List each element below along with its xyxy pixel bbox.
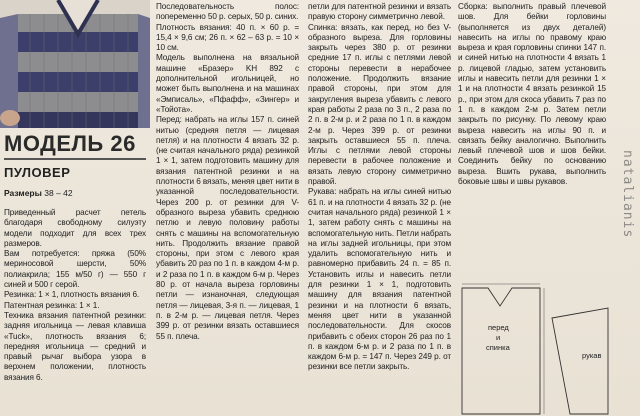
column-3 <box>308 2 451 373</box>
sleeve-outline <box>552 308 608 414</box>
column-2 <box>156 2 299 342</box>
sizes-label: Размеры <box>4 188 42 198</box>
paragraph: Плотность вязания: 40 п. × 60 р. = 15,4 × 9,6 см; 26 п. × 62 – 63 р. = 10 × 10 см. <box>156 22 299 53</box>
front-back-label-2: и <box>496 333 501 342</box>
title-divider <box>4 158 146 160</box>
paragraph: Сборка: выполнить правый плечевой шов. Для бейки горловины (выполняется из двух деталей) навесить на иглы по правому краю выреза и края горловины спинки 147 п. и синей нитью на плотности 4 вязать 1 р. лицевой гладью, затем установить иглы и навесить петли для резинки 1 × 1 и на плотности 4 вязать резинкой 15 р., при этом для скоса убавить 7 раз по 1 п. в каждом 2-м р. Затем петли закрыть по рисунку. По левому краю выреза навесить на иглы 90 п. и связать бейку аналогично. Выполнить левый плечевой шов и шов бейки. Соединить бейку по основанию выреза. Вшить рукава, выполнить боковые швы и швы рукавов. <box>458 2 606 187</box>
sweater-photo <box>0 0 150 128</box>
sleeve-label: рукав <box>582 351 602 360</box>
paragraph: Вам потребуется: пряжа (50% мериносовой шерсти, 50% полиакрила; 155 м/50 г) — 550 г синей и 500 г серой. <box>4 249 146 290</box>
column-1 <box>4 208 146 383</box>
pattern-schematic <box>458 272 618 416</box>
garment-type: ПУЛОВЕР <box>4 165 71 180</box>
paragraph: Последовательность полос: попеременно 50 р. серых, 50 р. синих. <box>156 2 299 22</box>
paragraph: Патентная резинка: 1 × 1. <box>4 300 100 310</box>
paragraph: Перед: набрать на иглы 157 п. синей нитью (средняя петля — лицевая петля) и на плотности 4 вязать 32 р. (не считая начального ряда) резинкой 1 × 1, затем подготовить машину для вязания патентной резинки и на плотности 6 вязать, меняя цвет нити в указанной последовательности. Через 200 р. от резинки для V-образного выреза убавить среднюю петлю и левую половину работы снять с машины на вспомогательную нить. Продолжить вязание правой стороны, при этом с левого края убавить 20 раз по 1 п. в каждом 4-м р. и 2 раза по 1 п. в каждом 6-м р. Через 80 р. от начала выреза горловины петли — изнаночная, следующая петля — лицевая, 3-я п. — лицевая, 1 п. в 2-м р. — лицевая петля. Через 399 р. от резинки вязать оставшиеся 55 п. плеча. <box>156 115 299 341</box>
front-back-label-3: спинка <box>486 343 510 352</box>
paragraph: петли для патентной резинки и вязать правую сторону симметрично левой. <box>308 2 451 22</box>
sizes-value: 38 – 42 <box>44 188 73 198</box>
sweater-illustration <box>0 0 150 128</box>
paragraph: Приведенный расчет петель благодаря свободному силуэту модели подходит для всех трех размеров. <box>4 208 146 248</box>
sizes-line <box>4 188 73 198</box>
front-back-label-1: перед <box>488 323 509 332</box>
paragraph: Техника вязания патентной резинки: задняя игольница — левая клавиша «Tuck», плотность вязания 6; передняя игольница — средний и правый рычаг выбора узора в верхнем положении, плотность вязания 6. <box>4 310 146 382</box>
watermark: natalianis <box>620 150 635 239</box>
paragraph: Рукава: набрать на иглы синей нитью 61 п. и на плотности 4 вязать 32 р. (не считая начального ряда) резинкой 1 × 1, затем работу снять с машины на вспомогательную нить. Петли набрать на иглы задней игольницы, при этом удалить вспомогательную нить и равномерно прибавить 24 п. = 85 п. Установить иглы и навесить петли для резинки 1 × 1, подготовить машину для вязания патентной резинки и на плотности 6 вязать, меняя цвет нити в указанной последовательности. Для скосов прибавить с обеих сторон 26 раз по 1 п. в каждом 6-м р. и 2 раза по 1 п. в каждом 6-м р. = 147 п. Через 249 р. от резинки все петли закрыть. <box>308 187 451 372</box>
paragraph: Спинка: вязать, как перед, но без V-образного выреза. Для горловины закрыть через 380 р. от резинки средние 17 п. иглы с петлями левой стороны перевести в нерабочее положение. Продолжить вязание правой стороны, при этом для закругления выреза убавить с левого края работы 2 раза по 3 п., 2 раза по 2 п. в 2-м р. и 2 раза по 1 п. в каждом 2-м р. Через 399 р. от резинки закрыть оставшиеся 55 п. плеча. Иглы с петлями левой стороны перевести в рабочее положение и вязать левую сторону симметрично правой. <box>308 22 451 187</box>
paragraph: Модель выполнена на вязальной машине «Бразер» KH 892 с дополнительной игольницей, но может быть выполнена и на машинах «Эмписаль», «Пфафф», «Зингер» и «Тойота». <box>156 53 299 114</box>
column-4 <box>458 2 606 187</box>
paragraph: Резинка: 1 × 1, плотность вязания 6. <box>4 290 140 300</box>
model-title: МОДЕЛЬ 26 <box>4 131 136 156</box>
